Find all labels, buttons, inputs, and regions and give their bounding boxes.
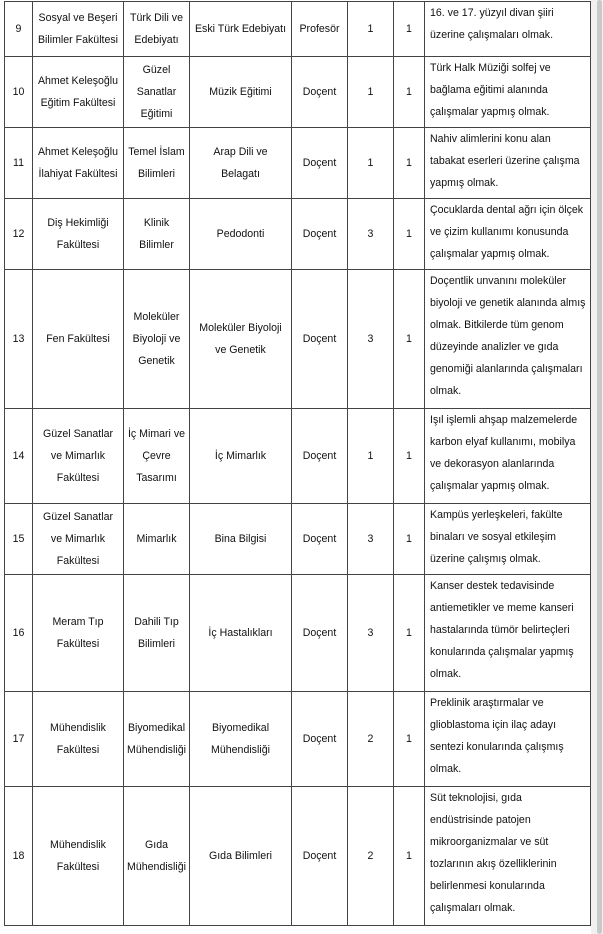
cell-faculty: Meram Tıp Fakültesi: [33, 575, 124, 692]
cell-count: 2: [348, 692, 394, 787]
cell-requirement: Süt teknolojisi, gıda endüstrisinde patojen mikroorganizmalar ve süt tozlarının akış özelliklerinin belirlenmesi konularında çalışmaları olmak.: [425, 787, 591, 926]
cell-faculty: Ahmet Keleşoğlu İlahiyat Fakültesi: [33, 128, 124, 199]
cell-count: 3: [348, 575, 394, 692]
cell-field: Eski Türk Edebiyatı: [190, 2, 292, 57]
cell-row-number: 13: [5, 270, 33, 409]
cell-count: 3: [348, 270, 394, 409]
cell-row-number: 18: [5, 787, 33, 926]
cell-department: İç Mimari ve Çevre Tasarımı: [124, 409, 190, 504]
cell-field: Moleküler Biyoloji ve Genetik: [190, 270, 292, 409]
cell-quota: 1: [394, 128, 425, 199]
cell-title: Doçent: [292, 57, 348, 128]
cell-title: Doçent: [292, 692, 348, 787]
cell-quota: 1: [394, 270, 425, 409]
cell-field: Gıda Bilimleri: [190, 787, 292, 926]
cell-quota: 1: [394, 504, 425, 575]
cell-faculty: Mühendislik Fakültesi: [33, 692, 124, 787]
cell-title: Doçent: [292, 409, 348, 504]
cell-field: Müzik Eğitimi: [190, 57, 292, 128]
cell-quota: 1: [394, 2, 425, 57]
cell-count: 3: [348, 199, 394, 270]
cell-requirement: Kampüs yerleşkeleri, fakülte binaları ve sosyal etkileşim üzerine çalışmış olmak.: [425, 504, 591, 575]
cell-department: Mimarlık: [124, 504, 190, 575]
table-row: [5, 787, 591, 926]
cell-field: Biyomedikal Mühendisliği: [190, 692, 292, 787]
cell-row-number: 11: [5, 128, 33, 199]
scrollbar-thumb[interactable]: [597, 0, 602, 934]
cell-row-number: 17: [5, 692, 33, 787]
table-row: [5, 270, 591, 409]
cell-faculty: Güzel Sanatlar ve Mimarlık Fakültesi: [33, 504, 124, 575]
cell-row-number: 12: [5, 199, 33, 270]
cell-department: Gıda Mühendisliği: [124, 787, 190, 926]
cell-requirement: Çocuklarda dental ağrı için ölçek ve çizim kullanımı konusunda çalışmalar yapmış olmak.: [425, 199, 591, 270]
cell-field: Arap Dili ve Belagatı: [190, 128, 292, 199]
cell-field: İç Hastalıkları: [190, 575, 292, 692]
table-row: [5, 199, 591, 270]
cell-quota: 1: [394, 199, 425, 270]
cell-count: 2: [348, 787, 394, 926]
cell-department: Türk Dili ve Edebiyatı: [124, 2, 190, 57]
cell-field: İç Mimarlık: [190, 409, 292, 504]
cell-quota: 1: [394, 575, 425, 692]
cell-department: Moleküler Biyoloji ve Genetik: [124, 270, 190, 409]
cell-requirement: Türk Halk Müziği solfej ve bağlama eğitimi alanında çalışmalar yapmış olmak.: [425, 57, 591, 128]
table-row: [5, 2, 591, 57]
cell-count: 1: [348, 409, 394, 504]
cell-row-number: 16: [5, 575, 33, 692]
cell-department: Temel İslam Bilimleri: [124, 128, 190, 199]
cell-count: 1: [348, 57, 394, 128]
cell-count: 1: [348, 128, 394, 199]
cell-row-number: 9: [5, 2, 33, 57]
cell-department: Güzel Sanatlar Eğitimi: [124, 57, 190, 128]
cell-department: Dahili Tıp Bilimleri: [124, 575, 190, 692]
cell-field: Bina Bilgisi: [190, 504, 292, 575]
cell-department: Biyomedikal Mühendisliği: [124, 692, 190, 787]
cell-count: 3: [348, 504, 394, 575]
cell-quota: 1: [394, 692, 425, 787]
cell-title: Doçent: [292, 504, 348, 575]
cell-faculty: Fen Fakültesi: [33, 270, 124, 409]
cell-row-number: 14: [5, 409, 33, 504]
cell-requirement: Preklinik araştırmalar ve glioblastoma için ilaç adayı sentezi konularında çalışmış olmak.: [425, 692, 591, 787]
cell-title: Doçent: [292, 575, 348, 692]
cell-requirement: Doçentlik unvanını moleküler biyoloji ve genetik alanında almış olmak. Bitkilerde tüm genom düzeyinde analizler ve gıda genomiği alanlarında çalışmaları olmak.: [425, 270, 591, 409]
cell-faculty: Sosyal ve Beşeri Bilimler Fakültesi: [33, 2, 124, 57]
cell-title: Doçent: [292, 199, 348, 270]
table-row: [5, 575, 591, 692]
cell-count: 1: [348, 2, 394, 57]
cell-title: Doçent: [292, 128, 348, 199]
cell-faculty: Diş Hekimliği Fakültesi: [33, 199, 124, 270]
cell-requirement: 16. ve 17. yüzyıl divan şiiri üzerine çalışmaları olmak.: [425, 2, 591, 57]
table-row: [5, 128, 591, 199]
cell-row-number: 15: [5, 504, 33, 575]
cell-quota: 1: [394, 57, 425, 128]
cell-faculty: Ahmet Keleşoğlu Eğitim Fakültesi: [33, 57, 124, 128]
cell-requirement: Kanser destek tedavisinde antiemetikler ve meme kanseri hastalarında tümör belirteçleri konularında çalışmalar yapmış olmak.: [425, 575, 591, 692]
cell-title: Profesör: [292, 2, 348, 57]
cell-requirement: Işıl işlemli ahşap malzemelerde karbon elyaf kullanımı, mobilya ve dekorasyon alanlarında çalışmalar yapmış olmak.: [425, 409, 591, 504]
cell-faculty: Güzel Sanatlar ve Mimarlık Fakültesi: [33, 409, 124, 504]
cell-title: Doçent: [292, 270, 348, 409]
table-row: [5, 409, 591, 504]
table-row: [5, 57, 591, 128]
cell-department: Klinik Bilimler: [124, 199, 190, 270]
table-row: [5, 692, 591, 787]
cell-quota: 1: [394, 409, 425, 504]
cell-title: Doçent: [292, 787, 348, 926]
cell-row-number: 10: [5, 57, 33, 128]
staff-position-table: [4, 1, 591, 926]
table-row: [5, 504, 591, 575]
cell-field: Pedodonti: [190, 199, 292, 270]
cell-faculty: Mühendislik Fakültesi: [33, 787, 124, 926]
cell-quota: 1: [394, 787, 425, 926]
cell-requirement: Nahiv alimlerini konu alan tabakat eserleri üzerine çalışma yapmış olmak.: [425, 128, 591, 199]
